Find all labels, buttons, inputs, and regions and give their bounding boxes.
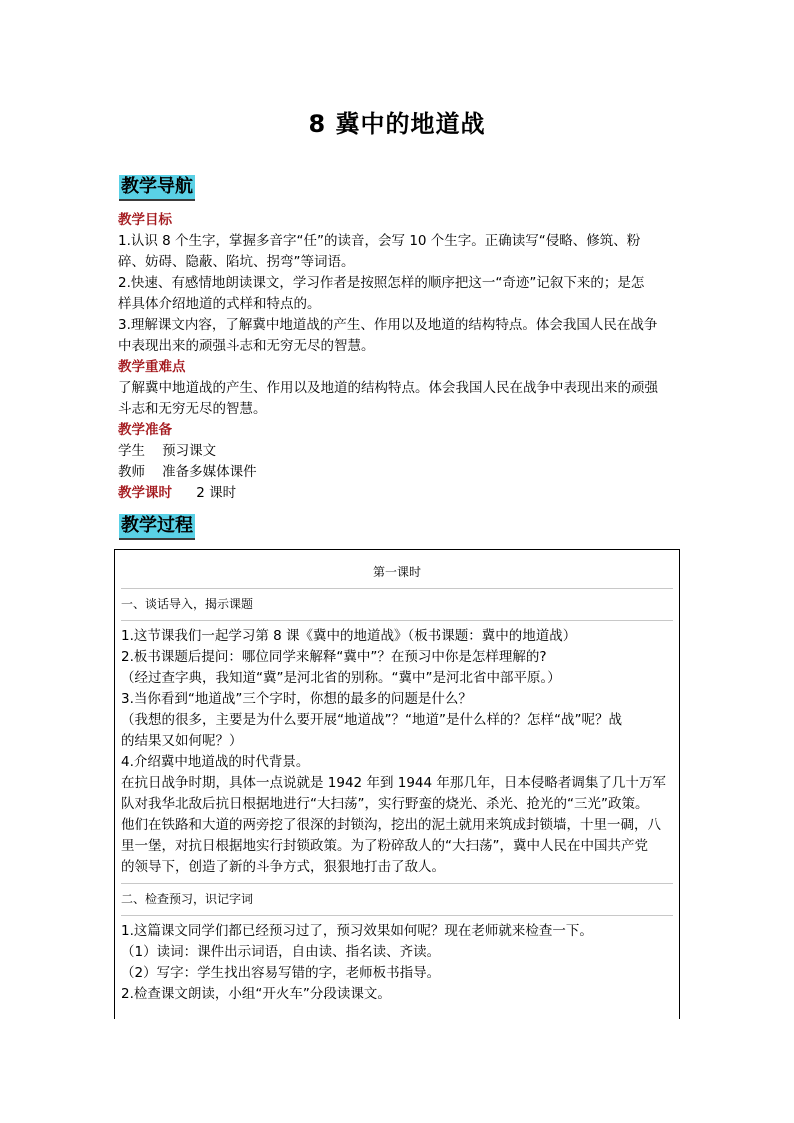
goals-line: 样具体介绍地道的式样和特点的。 [118, 296, 321, 312]
goals-line: 3.理解课文内容，了解冀中地道战的产生、作用以及地道的结构特点。体会我国人民在战争 [118, 317, 658, 333]
hours-row [118, 483, 680, 504]
divider [121, 588, 673, 589]
teaching-nav-heading: 教学导航 [119, 175, 195, 201]
teaching-nav-content [118, 210, 680, 504]
teaching-process-box [114, 549, 680, 1019]
process-line: 在抗日战争时期，具体一点说就是 1942 年到 1944 年那几年，日本侵略者调集了几十万军 [121, 775, 666, 791]
key-points-heading: 教学重难点 [118, 359, 186, 375]
goals-heading: 教学目标 [118, 212, 172, 228]
process-line: （1）读词：课件出示词语，自由读、指名读、齐读。 [121, 944, 441, 960]
section-title: 一、谈话导入，揭示课题 [121, 597, 254, 611]
process-line: 2.板书课题后提问：哪位同学来解释“冀中”？在预习中你是怎样理解的? [121, 649, 547, 665]
process-line: 的结果又如何呢？） [121, 733, 243, 749]
divider [121, 883, 673, 884]
process-line: （2）写字：学生找出容易写错的字，老师板书指导。 [121, 965, 441, 981]
prep-heading: 教学准备 [118, 422, 172, 438]
divider [121, 915, 673, 916]
process-line: 1.这节课我们一起学习第 8 课《冀中的地道战》（板书课题：冀中的地道战） [121, 628, 577, 644]
process-line: 2.检查课文朗读，小组“开火车”分段读课文。 [121, 986, 391, 1002]
goals-line: 2.快速、有感情地朗读课文，学习作者是按照怎样的顺序把这一“奇迹”记叙下来的；是怎 [118, 275, 645, 291]
process-line: （经过查字典，我知道“冀”是河北省的别称。“冀中”是河北省中部平原。） [121, 670, 561, 686]
process-line: 里一堡，对抗日根据地实行封锁政策。为了粉碎敌人的“大扫荡”，冀中人民在中国共产党 [121, 838, 648, 854]
prep-line: 教师 准备多媒体课件 [118, 464, 257, 480]
goals-line: 1.认识 8 个生字，掌握多音字“任”的读音，会写 10 个生字。正确读写“侵略、修筑、粉 [118, 233, 641, 249]
process-line: 的领导下，创造了新的斗争方式，狠狠地打击了敌人。 [121, 859, 445, 875]
prep-line: 学生 预习课文 [118, 443, 217, 459]
section-title: 二、检查预习，识记字词 [121, 892, 254, 906]
page-title: 8 冀中的地道战 [308, 110, 486, 138]
process-line: 3.当你看到“地道战”三个字时，你想的最多的问题是什么？ [121, 691, 472, 707]
hours-heading: 教学课时 [118, 485, 172, 501]
process-line: （我想的很多，主要是为什么要开展“地道战”？“地道”是什么样的？怎样“战”呢？战 [121, 712, 622, 728]
goals-line: 中表现出来的顽强斗志和无穷无尽的智慧。 [118, 338, 375, 354]
key-points-line: 了解冀中地道战的产生、作用以及地道的结构特点。体会我国人民在战争中表现出来的顽强 [118, 380, 658, 396]
process-line: 4.介绍冀中地道战的时代背景。 [121, 754, 310, 770]
key-points-line: 斗志和无穷无尽的智慧。 [118, 401, 267, 417]
hours-value: 2 课时 [196, 485, 237, 501]
lesson-label: 第一课时 [372, 565, 421, 579]
process-line: 队对我华北敌后抗日根据地进行“大扫荡”，实行野蛮的烧光、杀光、抢光的“三光”政策。 [121, 796, 649, 812]
goals-line: 碎、妨碍、隐蔽、陷坑、拐弯”等词语。 [118, 254, 355, 270]
teaching-process-heading: 教学过程 [119, 514, 195, 540]
process-line: 他们在铁路和大道的两旁挖了很深的封锁沟，挖出的泥土就用来筑成封锁墙，十里一碉，八 [121, 817, 661, 833]
process-line: 1.这篇课文同学们都已经预习过了，预习效果如何呢？现在老师就来检查一下。 [121, 923, 593, 939]
divider [121, 620, 673, 621]
